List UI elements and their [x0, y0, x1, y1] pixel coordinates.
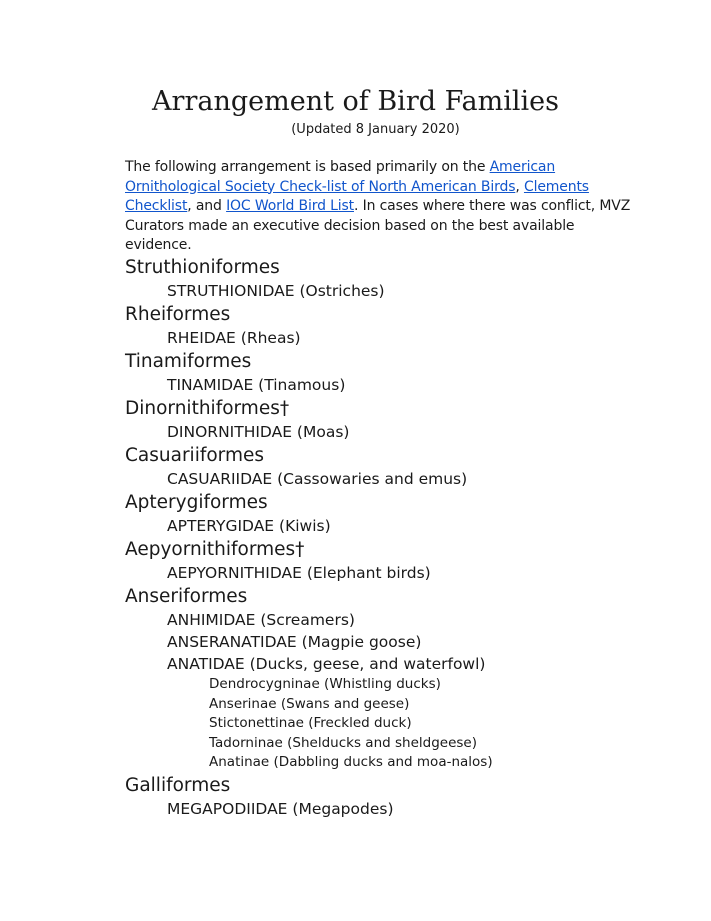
order-heading: Aepyornithiformes†: [125, 539, 305, 560]
intro-text: , and: [187, 198, 227, 214]
subfamily-item: Tadorninae (Shelducks and sheldgeese): [209, 734, 477, 751]
order-heading: Apterygiformes: [125, 492, 268, 513]
aos-checklist-link[interactable]: American Ornithological Society Check-list of North American Birds: [125, 159, 556, 195]
family-item: DINORNITHIDAE (Moas): [167, 423, 350, 441]
intro-paragraph: [125, 158, 635, 256]
clements-checklist-link[interactable]: Clements Checklist: [125, 178, 589, 214]
order-heading: Galliformes: [125, 774, 231, 796]
order-heading: Struthioniformes: [125, 257, 280, 278]
family-item: APTERYGIDAE (Kiwis): [167, 517, 331, 535]
subfamily-item: Stictonettinae (Freckled duck): [209, 715, 412, 731]
intro-text: . In cases where there was conflict, MVZ Curators made an executive decision based on the best available evidence.: [125, 198, 631, 253]
family-item: RHEIDAE (Rheas): [167, 329, 301, 347]
subfamily-item: Dendrocygninae (Whistling ducks): [209, 676, 441, 692]
family-item: TINAMIDAE (Tinamous): [167, 376, 346, 394]
order-heading: Dinornithiformes†: [125, 398, 290, 419]
family-item: CASUARIIDAE (Cassowaries and emus): [167, 470, 468, 488]
intro-text: ,: [515, 178, 524, 195]
ioc-world-bird-list-link[interactable]: IOC World Bird List: [226, 198, 354, 214]
family-item: AEPYORNITHIDAE (Elephant birds): [167, 564, 431, 582]
subfamily-item: Anatinae (Dabbling ducks and moa-nalos): [209, 754, 493, 770]
order-heading: Tinamiformes: [125, 351, 252, 372]
order-heading: Anseriformes: [125, 586, 248, 607]
updated-date: (Updated 8 January 2020): [291, 122, 460, 137]
family-item: ANATIDAE (Ducks, geese, and waterfowl): [167, 655, 486, 673]
family-item: MEGAPODIIDAE (Megapodes): [167, 799, 394, 818]
family-item: ANSERANATIDAE (Magpie goose): [167, 633, 422, 651]
page-title: Arrangement of Bird Families: [152, 86, 559, 117]
intro-text: The following arrangement is based primarily on the: [125, 159, 490, 175]
order-heading: Casuariiformes: [125, 445, 264, 466]
family-arrangement-list: [125, 255, 685, 820]
order-heading: Rheiformes: [125, 304, 231, 325]
family-item: ANHIMIDAE (Screamers): [167, 611, 355, 629]
subfamily-item: Anserinae (Swans and geese): [209, 695, 410, 712]
family-item: STRUTHIONIDAE (Ostriches): [167, 282, 385, 300]
